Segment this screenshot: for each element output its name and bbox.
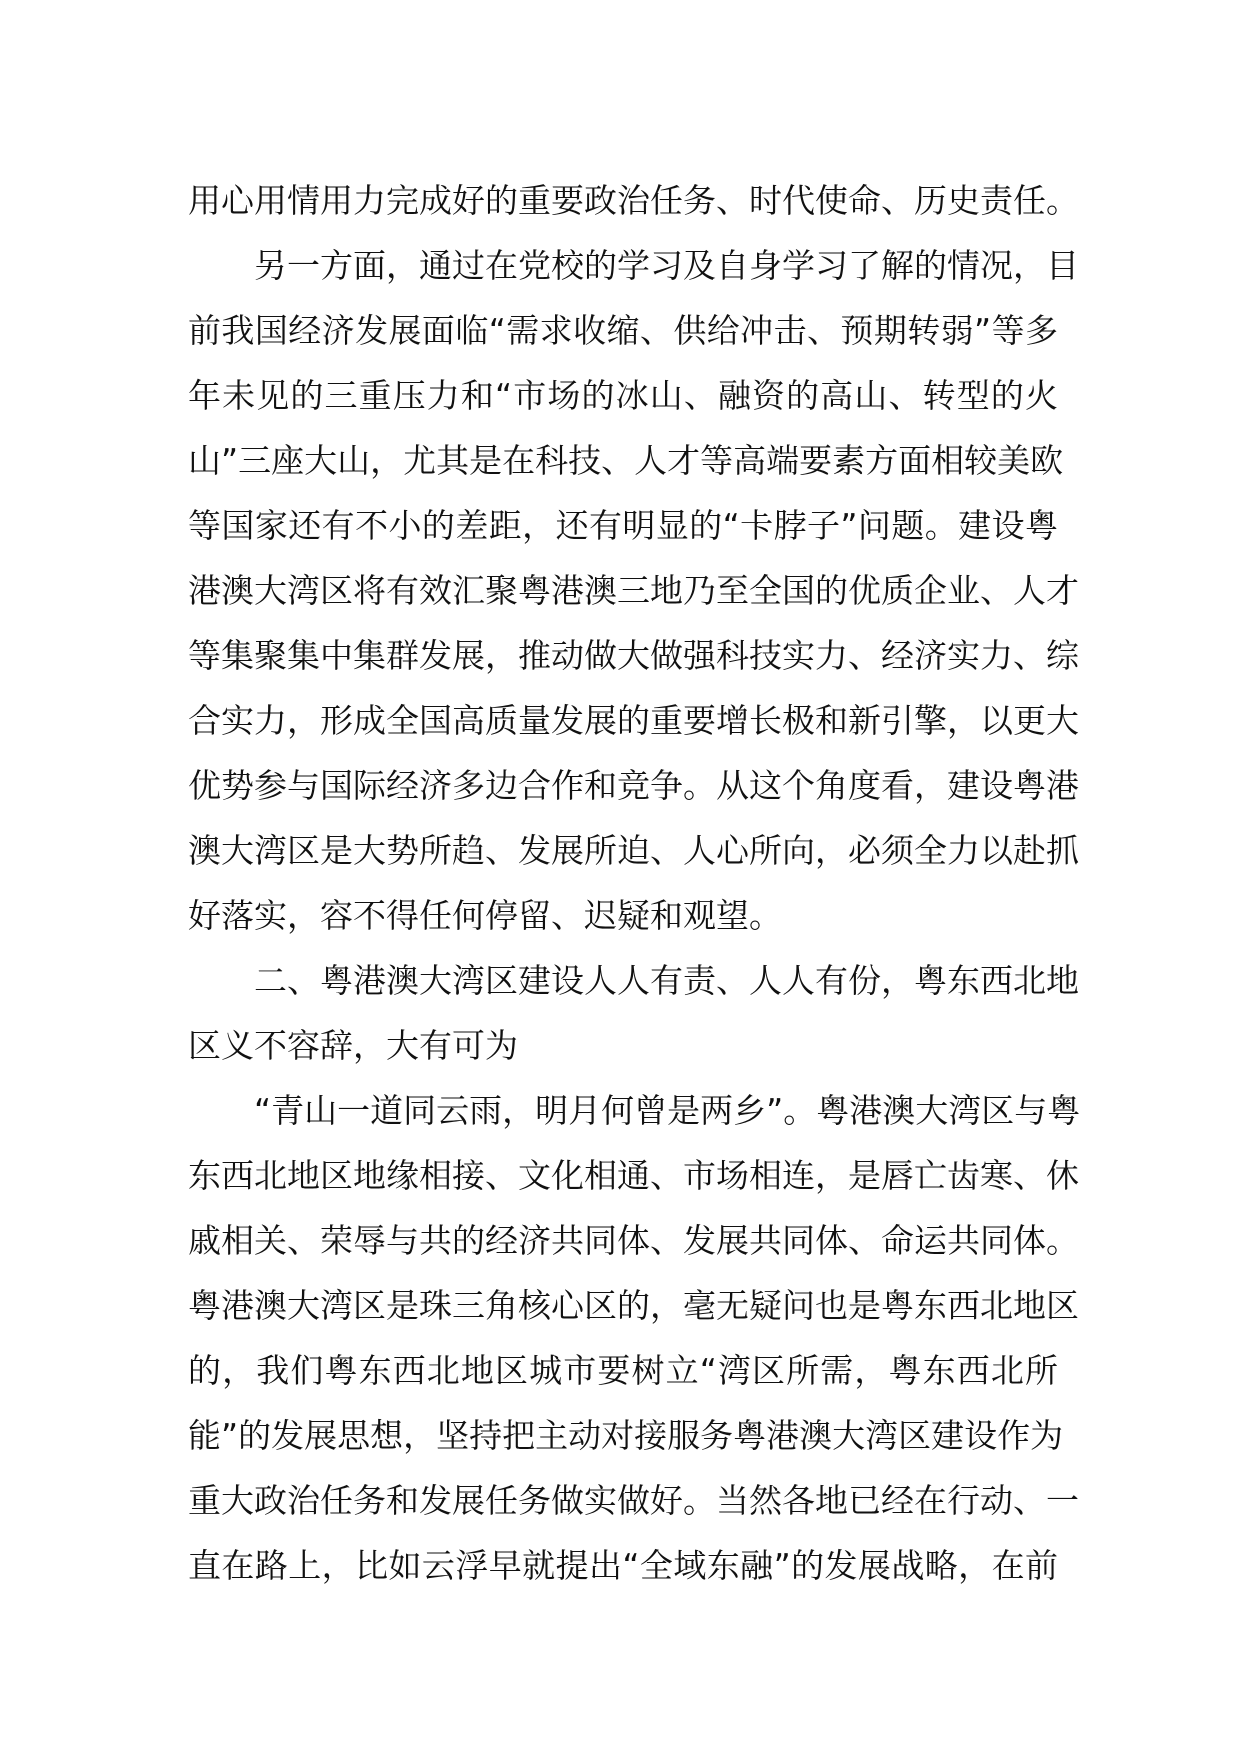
text-line: 优势参与国际经济多边合作和竞争。从这个角度看，建设粤港 (188, 766, 1079, 805)
section-heading-line: 区义不容辞，大有可为 (188, 1026, 518, 1065)
text-line: 重大政治任务和发展任务做实做好。当然各地已经在行动、一 (188, 1481, 1079, 1520)
text-line: 的，我们粤东西北地区城市要树立“湾区所需，粤东西北所 (188, 1351, 1058, 1390)
section-heading-line: 二、粤港澳大湾区建设人人有责、人人有份，粤东西北地 (254, 961, 1079, 1000)
text-line: 粤港澳大湾区是珠三角核心区的，毫无疑问也是粤东西北地区 (188, 1286, 1079, 1325)
text-line: 港澳大湾区将有效汇聚粤港澳三地乃至全国的优质企业、人才 (188, 571, 1079, 610)
text-line: 前我国经济发展面临“需求收缩、供给冲击、预期转弱”等多 (188, 311, 1058, 350)
body-text (188, 168, 1081, 1598)
text-line: 澳大湾区是大势所趋、发展所迫、人心所向，必须全力以赴抓 (188, 831, 1079, 870)
text-line: 等国家还有不小的差距，还有明显的“卡脖子”问题。建设粤 (188, 506, 1058, 545)
text-line: “青山一道同云雨，明月何曾是两乡”。粤港澳大湾区与粤 (254, 1091, 1081, 1130)
text-line: 年未见的三重压力和“市场的冰山、融资的高山、转型的火 (188, 376, 1058, 415)
text-line: 东西北地区地缘相接、文化相通、市场相连，是唇亡齿寒、休 (188, 1156, 1079, 1195)
text-line: 等集聚集中集群发展，推动做大做强科技实力、经济实力、综 (188, 636, 1079, 675)
text-line: 好落实，容不得任何停留、迟疑和观望。 (188, 896, 782, 935)
text-line: 合实力，形成全国高质量发展的重要增长极和新引擎，以更大 (188, 701, 1079, 740)
text-line: 能”的发展思想，坚持把主动对接服务粤港澳大湾区建设作为 (188, 1416, 1064, 1455)
text-line: 戚相关、荣辱与共的经济共同体、发展共同体、命运共同体。 (188, 1221, 1079, 1260)
text-line: 山”三座大山，尤其是在科技、人才等高端要素方面相较美欧 (188, 441, 1064, 480)
text-line: 直在路上，比如云浮早就提出“全域东融”的发展战略，在前 (188, 1546, 1058, 1585)
text-line: 另一方面，通过在党校的学习及自身学习了解的情况，目 (254, 246, 1079, 285)
text-line: 用心用情用力完成好的重要政治任务、时代使命、历史责任。 (188, 181, 1079, 220)
